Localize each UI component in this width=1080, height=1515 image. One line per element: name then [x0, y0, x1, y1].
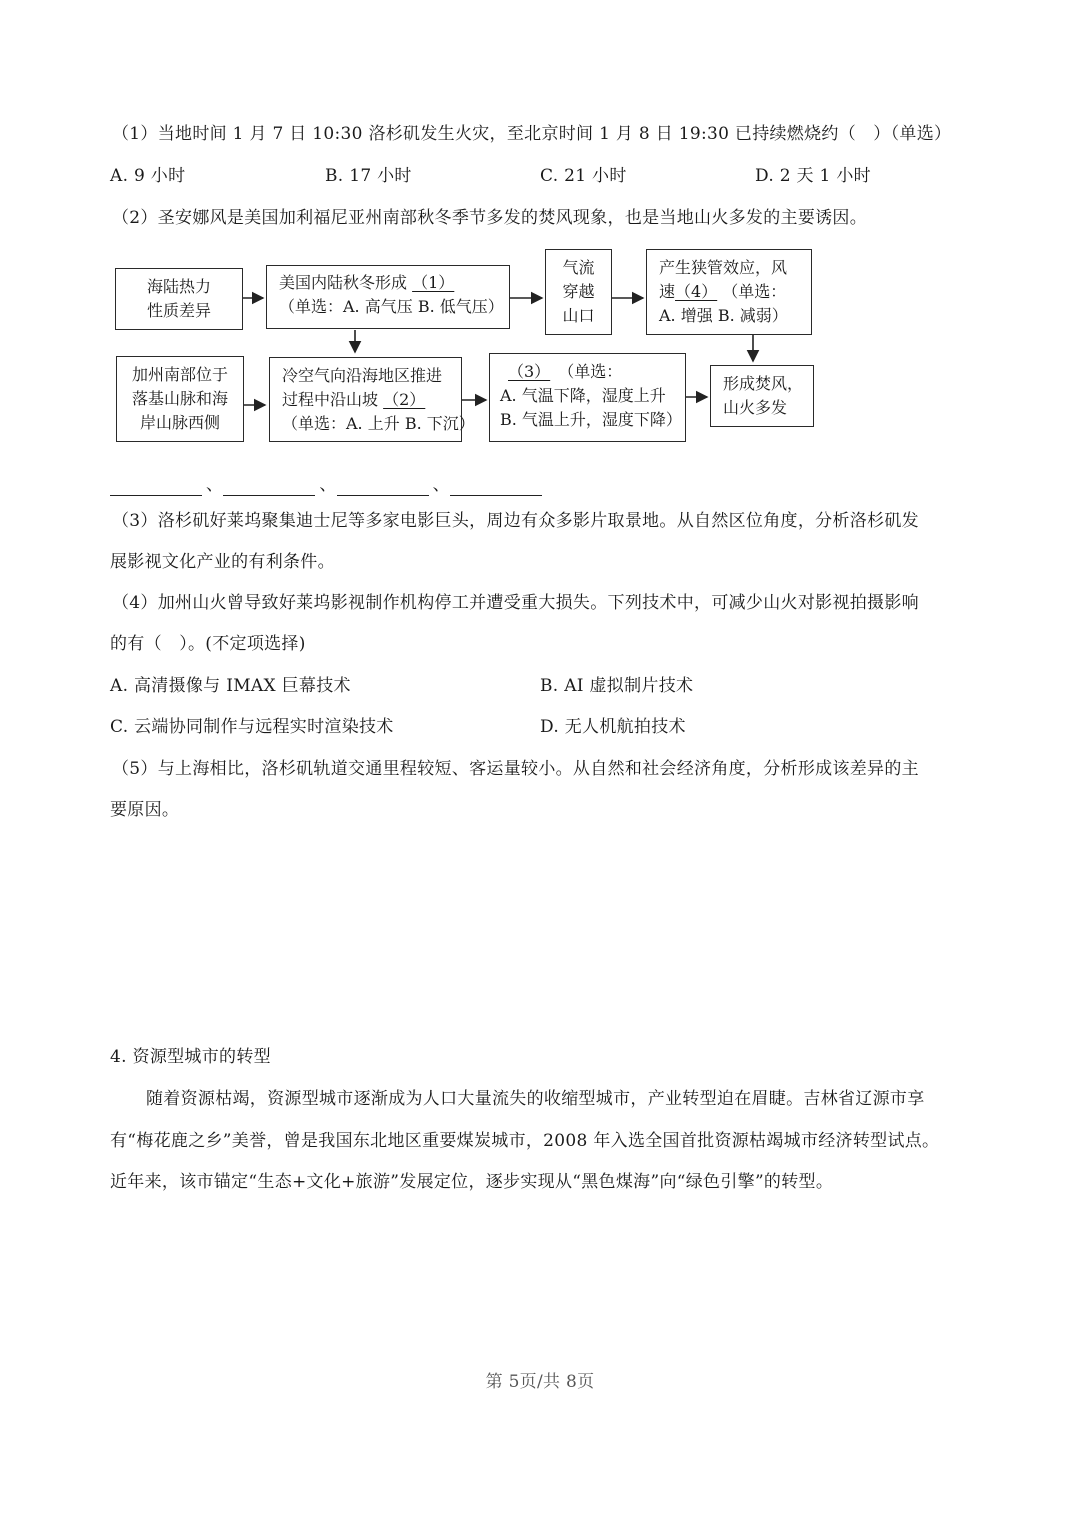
q5-line1: （5）与上海相比，洛杉矶轨道交通里程较短、客运量较小。从自然和社会经济角度，分析形成该差异的主	[112, 759, 919, 779]
q1-option-c: C. 21 小时	[540, 166, 627, 186]
flow-box-land-sea	[115, 268, 243, 330]
section4-para-line3: 近年来，该市锚定“生态+文化+旅游”发展定位，逐步实现从“黑色煤海”向“绿色引擎”的转型。	[110, 1172, 834, 1192]
flow-box-venturi-speed: 速	[659, 282, 676, 301]
q3-line2: 展影视文化产业的有利条件。	[110, 552, 335, 572]
flow-box-cold-line1: 冷空气向沿海地区推进	[282, 366, 443, 385]
q4-option-c: C. 云端协同制作与远程实时渲染技术	[110, 717, 394, 737]
flow-box-cold-choices: （单选：A. 上升 B. 下沉）	[282, 414, 475, 433]
flow-box-temp-option-b: B. 气温上升，湿度下降）	[500, 410, 682, 429]
blank-1-label: （1）	[412, 273, 455, 292]
flow-box-foehn-line2: 山火多发	[723, 398, 788, 417]
blank-4-label: （4）	[675, 282, 718, 301]
flow-box-cold-line2: 过程中沿山坡	[282, 390, 379, 409]
answer-sep-1: 、	[206, 475, 224, 495]
q1-option-b: B. 17 小时	[325, 166, 412, 186]
q1-option-a: A. 9 小时	[110, 166, 186, 186]
answer-blank-3[interactable]	[337, 479, 429, 496]
flow-box-land-sea-line1: 海陆热力	[146, 277, 211, 296]
q3-line1: （3）洛杉矶好莱坞聚集迪士尼等多家电影巨头，周边有众多影片取景地。从自然区位角度，分析洛杉矶发	[112, 511, 919, 531]
flow-box-california-location	[116, 356, 244, 442]
q4-option-d: D. 无人机航拍技术	[540, 717, 686, 737]
flow-box-land-sea-line2: 性质差异	[146, 301, 211, 320]
answer-blank-2[interactable]	[223, 479, 315, 496]
blank-3-label: （3）	[508, 362, 551, 381]
flow-box-airflow-line2: 穿越	[562, 282, 595, 301]
answer-blank-4[interactable]	[450, 479, 542, 496]
section4-para-line2: 有“梅花鹿之乡”美誉，曾是我国东北地区重要煤炭城市，2008 年入选全国首批资源枯竭城市经济转型试点。	[110, 1131, 940, 1151]
q4-line1: （4）加州山火曾导致好莱坞影视制作机构停工并遭受重大损失。下列技术中，可减少山火对影视拍摄影响	[112, 593, 919, 613]
q2-stem: （2）圣安娜风是美国加利福尼亚州南部秋冬季节多发的焚风现象，也是当地山火多发的主要诱因。	[112, 208, 868, 228]
answer-blank-1[interactable]	[110, 479, 202, 496]
blank-2-label: （2）	[383, 390, 426, 409]
flow-box-venturi-choices: A. 增强 B. 减弱）	[659, 306, 788, 325]
flow-box-cold-air	[269, 357, 475, 442]
flow-box-temp-humidity	[489, 353, 686, 442]
flow-box-venturi-choose: （单选：	[722, 282, 787, 301]
flow-box-ca-line2: 落基山脉和海	[131, 389, 228, 408]
q1-option-d: D. 2 天 1 小时	[755, 166, 871, 186]
q4-line2: 的有（ ）。(不定项选择)	[110, 634, 306, 654]
flow-box-foehn	[710, 365, 814, 427]
flow-box-airflow-line3: 山口	[562, 306, 595, 325]
q4-option-a: A. 高清摄像与 IMAX 巨幕技术	[110, 676, 351, 696]
q1-stem: （1）当地时间 1 月 7 日 10:30 洛杉矶发生火灾，至北京时间 1 月 8 日 19:30 已持续燃烧约（ ）（单选）	[112, 124, 952, 144]
answer-sep-2: 、	[319, 475, 337, 495]
answer-sep-3: 、	[432, 475, 450, 495]
flow-box-inland-text: 美国内陆秋冬形成	[279, 273, 408, 292]
flow-box-airflow	[545, 249, 612, 335]
flow-box-venturi	[646, 249, 812, 335]
section4-para-line1: 随着资源枯竭，资源型城市逐渐成为人口大量流失的收缩型城市，产业转型迫在眉睫。吉林省辽源市享	[146, 1089, 925, 1109]
flow-box-ca-line3: 岸山脉西侧	[139, 413, 220, 432]
flow-box-ca-line1: 加州南部位于	[131, 365, 228, 384]
flow-box-temp-choose: （单选：	[558, 362, 623, 381]
q2-answer-blanks	[110, 474, 546, 496]
q4-option-b: B. AI 虚拟制片技术	[540, 676, 694, 696]
flow-box-inland-pressure	[266, 265, 510, 329]
q5-line2: 要原因。	[110, 800, 180, 820]
flow-box-inland-choices: （单选：A. 高气压 B. 低气压）	[279, 297, 504, 316]
flow-box-temp-option-a: A. 气温下降，湿度上升	[500, 386, 666, 405]
section4-title: 4. 资源型城市的转型	[110, 1047, 271, 1067]
flow-box-foehn-line1: 形成焚风，	[723, 374, 804, 393]
page-number: 第 5页/共 8页	[485, 1372, 595, 1392]
flow-box-airflow-line1: 气流	[562, 258, 595, 277]
flow-box-venturi-line1: 产生狭管效应，风	[659, 258, 788, 277]
